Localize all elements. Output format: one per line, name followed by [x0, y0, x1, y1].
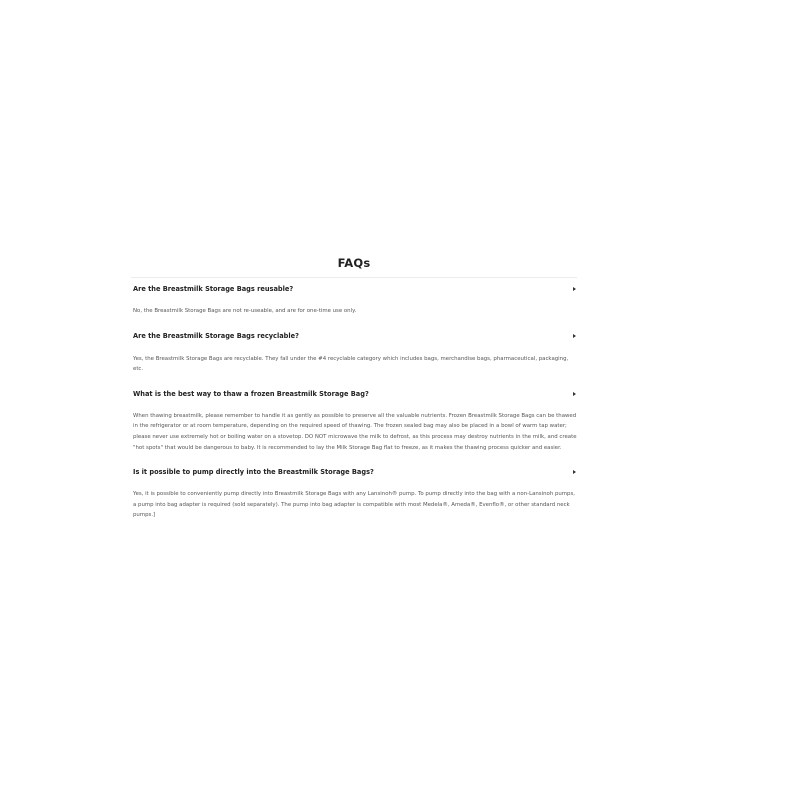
- faq-question-text: Is it possible to pump directly into the Breastmilk Storage Bags?: [133, 468, 374, 477]
- faq-question-toggle[interactable]: [131, 384, 577, 404]
- faq-question-toggle[interactable]: [131, 326, 577, 346]
- faq-item: [131, 384, 577, 453]
- caret-right-icon[interactable]: [573, 392, 576, 396]
- caret-right-icon[interactable]: [573, 287, 576, 291]
- faq-question-text: Are the Breastmilk Storage Bags reusable?: [133, 285, 294, 293]
- faq-item: [131, 326, 577, 375]
- faq-answer: No, the Breastmilk Storage Bags are not re-useable, and are for one-time use only.: [133, 308, 357, 314]
- faq-question-text: What is the best way to thaw a frozen Breastmilk Storage Bag?: [133, 389, 369, 398]
- faq-question-toggle[interactable]: [131, 279, 577, 299]
- faq-answer: Yes, it is possible to conveniently pump directly into Breastmilk Storage Bags with any Lansinoh® pump. To pump directly into the bag with a non-Lansinoh pumps, a pump into bag adapter is required (sold separately). The pump into bag adapter is compatible with most Medela®, Ameda®, Evenflo®, or other standard neck pumps.]: [133, 491, 575, 519]
- faq-question-toggle[interactable]: [131, 462, 577, 482]
- caret-right-icon[interactable]: [573, 470, 576, 474]
- caret-right-icon[interactable]: [573, 334, 576, 338]
- faq-question-text: Are the Breastmilk Storage Bags recyclable?: [133, 331, 299, 340]
- faq-item: [131, 279, 577, 317]
- faq-item: [131, 462, 577, 521]
- faq-divider: [131, 277, 577, 278]
- faq-answer: When thawing breastmilk, please remember to handle it as gently as possible to preserve all the valuable nutrients. Frozen Breastmilk Storage Bags can be thawed in the refrigerator or at room temperature, depending on the required speed of thawing. The frozen sealed bag may also be placed in a bowl of warm tap water; please never use extremely hot or boiling water on a stovetop. DO NOT microwave the milk to defrost, as this process may destroy nutrients in the milk, and create "hot spots" that would be dangerous to baby. It is recommended to lay the Milk Storage Bag flat to freeze, as it makes the thawing process quicker and easier.: [133, 412, 577, 451]
- faq-title: FAQs: [337, 256, 371, 270]
- faq-section: [131, 250, 577, 521]
- faq-answer: Yes, the Breastmilk Storage Bags are recyclable. They fall under the #4 recyclable category which includes bags, merchandise bags, pharmaceutical, packaging, etc.: [133, 355, 569, 373]
